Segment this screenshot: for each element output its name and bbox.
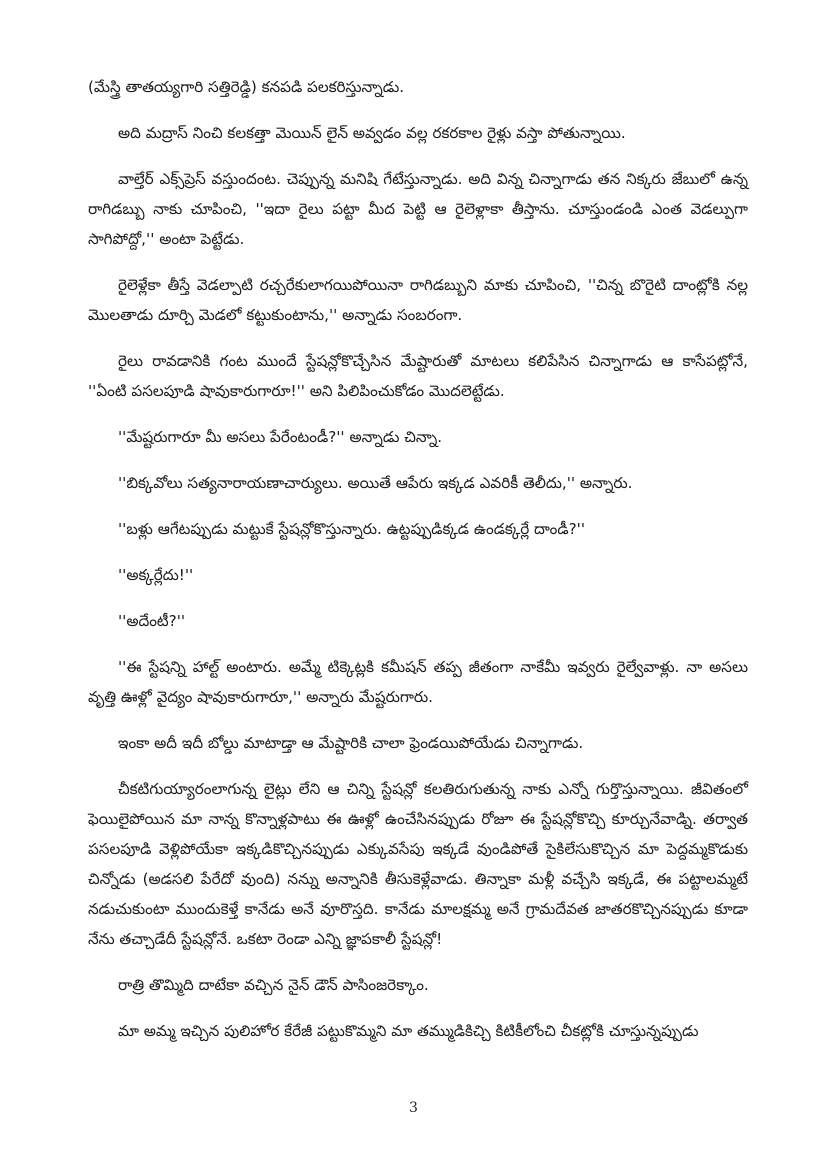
paragraph: అది మద్రాస్ నించి కలకత్తా మెయిన్ లైన్ అవ్వడం వల్ల రకరకాల రైళ్లు వస్తా పోతున్నాయి. bbox=[118, 124, 626, 142]
paragraph: వాల్తేర్ ఎక్స్‌ప్రెస్ వస్తుందంట. చెప్పున్న మనిషి గేటేస్తున్నాడు. అది విన్న చిన్నాగాడు తన నిక్కరు జేబులో ఉన్న రాగిడబ్బు నాకు చూపించి, ''ఇదా రైలు పట్టా మీద పెట్టి ఆ రైలెళ్లాకా తీస్తాను. చూస్తుండండి ఎంత వెడల్పుగా సాగిపోద్దో,'' అంటా పెట్టేడు. bbox=[88, 170, 748, 248]
paragraph: ''మేష్టరుగారూ మీ అసలు పేరేంటండీ?'' అన్నాడు చిన్నా. bbox=[118, 428, 443, 446]
body-text bbox=[88, 72, 748, 1062]
paragraph: ఇంకా అదీ ఇదీ బోల్డు మాటాడ్తా ఆ మేష్టారికి చాలా ఫ్రెండయిపోయేడు చిన్నాగాడు. bbox=[118, 734, 584, 752]
paragraph: రైలెళ్లేకా తీస్తే వెడల్పాటి రచ్చరేకులాగయిపోయినా రాగిడబ్బుని మాకు చూపించి, ''చిన్న బొరైటి దాంట్లోకి నల్ల మొలతాడు దూర్చి మెడలో కట్టుకుంటాను,'' అన్నాడు సంబరంగా. bbox=[88, 276, 748, 324]
paragraph: రైలు రావడానికి గంట ముందే స్టేషన్లోకొచ్చేసిన మేష్టారుతో మాటలు కలిపేసిన చిన్నాగాడు ఆ కాసేపట్లోనే, ''ఏంటి పసలపూడి షావుకారుగారూ!'' అని పిలిపించుకోడం మొదలెట్టేడు. bbox=[88, 352, 748, 400]
paragraph: ''ఈ స్టేషన్ని హాల్ట్ అంటారు. అమ్మే టిక్కెట్లకి కమీషన్ తప్ప జీతంగా నాకేమీ ఇవ్వరు రైల్వేవాళ్లు. నా అసలు వృత్తి ఊళ్లో వైద్యం షావుకారుగారూ,'' అన్నారు మేష్టరుగారు. bbox=[88, 658, 748, 706]
paragraph: రాత్రి తొమ్మిది దాటేకా వచ్చిన నైన్ డౌన్ పాసింజరెక్కాం. bbox=[118, 976, 429, 994]
paragraph: ''అక్కర్లేదు!'' bbox=[118, 566, 194, 584]
paragraph: (మేస్త్రి తాతయ్యగారి సత్తిరెడ్డి) కనపడి పలకరిస్తున్నాడు. bbox=[88, 78, 405, 96]
paragraph: మా అమ్మ ఇచ్చిన పులిహోర కేరేజీ పట్టుకొమ్మని మా తమ్ముడికిచ్చి కిటికీలోంచి చీకట్లోకి చూస్తున్నప్పుడు bbox=[118, 1022, 699, 1040]
paragraph: ''బిక్కవోలు సత్యనారాయణాచార్యులు. అయితే ఆపేరు ఇక్కడ ఎవరికీ తెలీదు,'' అన్నారు. bbox=[118, 474, 633, 492]
paragraph: ''అదేంటీ?'' bbox=[118, 612, 186, 630]
paragraph: ''బళ్లు ఆగేటప్పుడు మట్టుకే స్టేషన్లోకొస్తున్నారు. ఉట్టప్పుడిక్కడ ఉండక్కర్లే దాండీ?'' bbox=[118, 520, 586, 538]
page-number: 3 bbox=[409, 1100, 418, 1116]
paragraph: చీకటిగుయ్యారంలాగున్న లైట్లు లేని ఆ చిన్ని స్టేషన్లో కలతిరుగుతున్న నాకు ఎన్నో గుర్తొస్తున్నాయి. జీవితంలో ఫెయిలైపోయిన మా నాన్న కొన్నాళ్లపాటు ఈ ఊళ్లో ఉంచేసినప్పుడు రోజూ ఈ స్టేషన్లోకొచ్చి కూర్చునేవాడ్ని. తర్వాత పసలపూడి వెళ్లిపోయేకా ఇక్కడికొచ్చినప్పుడు ఎక్కువసేపు ఇక్కడే వుండిపోతే సైకిలేసుకొచ్చిన మా పెద్దమ్మకొడుకు చిన్నోడు (అడసలి పేరేదో వుంది) నన్ను అన్నానికి తీసుకెళ్లేవాడు. తిన్నాకా మళ్లీ వచ్చేసి ఇక్కడే, ఈ పట్టాలమ్మటే నడుచుకుంటా ముందుకెళ్తే కానేడు అనే వూరొస్తది. కానేడు మాలక్షమ్మ అనే గ్రామదేవత జాతరకొచ్చినప్పుడు కూడా నేను తచ్చాడేదీ స్టేషన్లోనే. ఒకటా రెండా ఎన్ని జ్ఞాపకాలీ స్టేషన్లో! bbox=[88, 780, 748, 948]
